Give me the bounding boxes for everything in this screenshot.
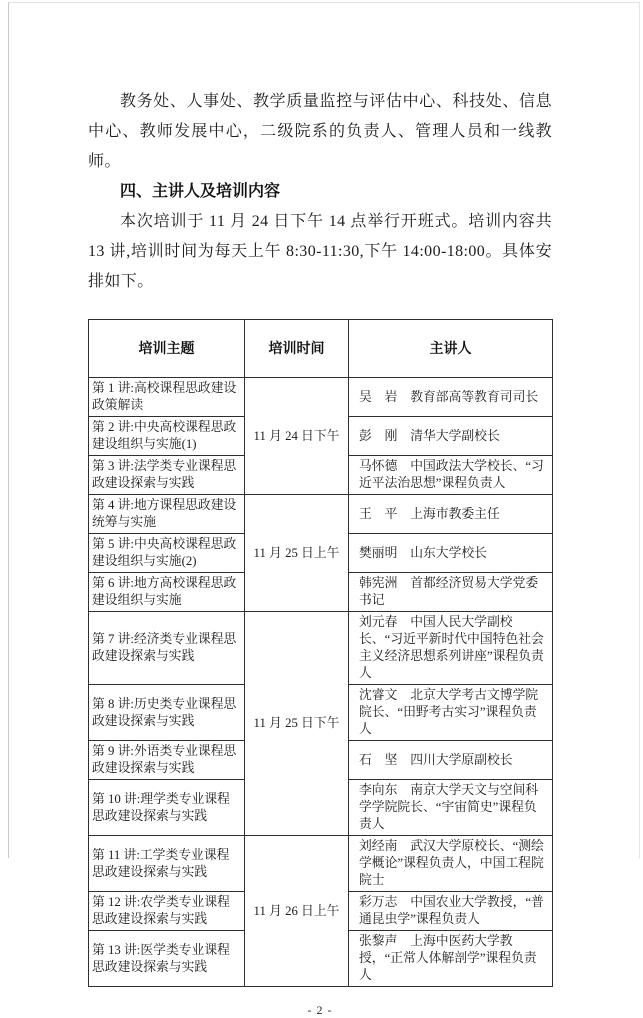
table-row (89, 836, 553, 892)
speaker-cell: 马怀德 中国政法大学校长、“习近平法治思想”课程负责人 (349, 456, 553, 495)
time-cell: 11 月 24 日下午 (245, 378, 349, 495)
column-header-speaker: 主讲人 (349, 320, 553, 378)
topic-cell: 第 8 讲:历史类专业课程思政建设探索与实践 (89, 685, 245, 741)
speaker-cell: 韩宪洲 首都经济贸易大学党委书记 (349, 573, 553, 612)
paragraph-intro: 本次培训于 11 月 24 日下午 14 点举行开班式。培训内容共 13 讲,培训时间为每天上午 8:30-11:30,下午 14:00-18:00。具体安排如下。 (88, 213, 552, 290)
column-header-topic: 培训主题 (89, 320, 245, 378)
topic-cell: 第 10 讲:理学类专业课程思政建设探索与实践 (89, 780, 245, 836)
speaker-cell: 彩万志 中国农业大学教授，“普通昆虫学”课程负责人 (349, 892, 553, 931)
topic-cell: 第 9 讲:外语类专业课程思政建设探索与实践 (89, 741, 245, 780)
speaker-cell: 刘经南 武汉大学原校长、“测绘学概论”课程负责人，中国工程院院士 (349, 836, 553, 892)
column-header-time: 培训时间 (245, 320, 349, 378)
table-row (89, 378, 553, 417)
topic-cell: 第 3 讲:法学类专业课程思政建设探索与实践 (89, 456, 245, 495)
topic-cell: 第 1 讲:高校课程思政建设政策解读 (89, 378, 245, 417)
topic-cell: 第 7 讲:经济类专业课程思政建设探索与实践 (89, 612, 245, 685)
page-number: - 2 - (307, 1003, 333, 1017)
topic-cell: 第 4 讲:地方课程思政建设统筹与实施 (89, 495, 245, 534)
speaker-cell: 樊丽明 山东大学校长 (349, 534, 553, 573)
paragraph-departments: 教务处、人事处、教学质量监控与评估中心、科技处、信息中心、教师发展中心，二级院系的负责人、管理人员和一线教师。 (88, 93, 552, 170)
table-row (89, 612, 553, 685)
topic-cell: 第 12 讲:农学类专业课程思政建设探索与实践 (89, 892, 245, 931)
topic-cell: 第 5 讲:中央高校课程思政建设组织与实施(2) (89, 534, 245, 573)
time-cell: 11 月 25 日上午 (245, 495, 349, 612)
speaker-cell: 张黎声 上海中医药大学教授，“正常人体解剖学”课程负责人 (349, 931, 553, 987)
time-cell: 11 月 25 日下午 (245, 612, 349, 836)
speaker-cell: 彭 刚 清华大学副校长 (349, 417, 553, 456)
speaker-cell: 王 平 上海市教委主任 (349, 495, 553, 534)
section-heading: 四、主讲人及培训内容 (120, 183, 281, 200)
speaker-cell: 吴 岩 教育部高等教育司司长 (349, 378, 553, 417)
speaker-cell: 李向东 南京大学天文与空间科学学院院长、“宇宙简史”课程负责人 (349, 780, 553, 836)
topic-cell: 第 6 讲:地方高校课程思政建设组织与实施 (89, 573, 245, 612)
time-cell: 11 月 26 日上午 (245, 836, 349, 987)
topic-cell: 第 11 讲:工学类专业课程思政建设探索与实践 (89, 836, 245, 892)
speaker-cell: 沈睿文 北京大学考古文博学院院长、“田野考古实习”课程负责人 (349, 685, 553, 741)
document-page (8, 2, 640, 1017)
page-content (9, 3, 554, 1018)
speaker-cell: 刘元春 中国人民大学副校长、“习近平新时代中国特色社会主义经济思想系列讲座”课程负责人 (349, 612, 553, 685)
topic-cell: 第 2 讲:中央高校课程思政建设组织与实施(1) (89, 417, 245, 456)
speaker-cell: 石 坚 四川大学原副校长 (349, 741, 553, 780)
training-schedule-table (88, 319, 553, 987)
topic-cell: 第 13 讲:医学类专业课程思政建设探索与实践 (89, 931, 245, 987)
table-header-row (89, 320, 553, 378)
table-row (89, 495, 553, 534)
